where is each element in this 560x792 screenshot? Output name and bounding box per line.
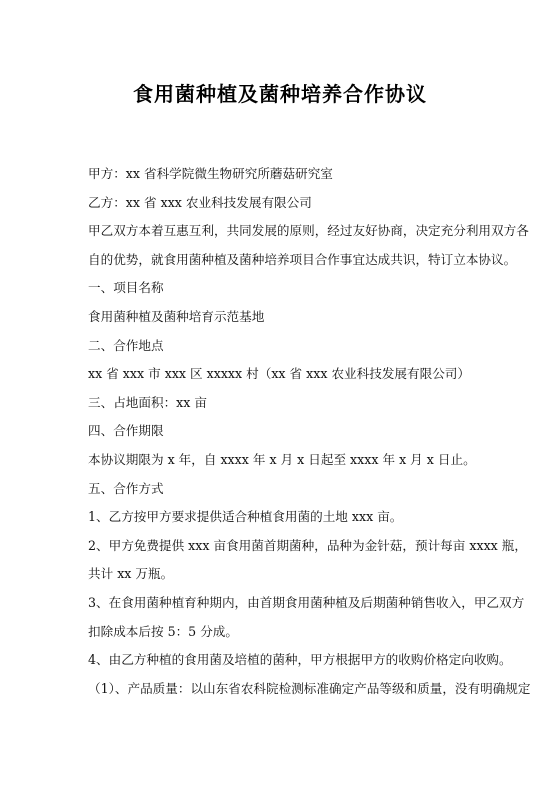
section-heading: 四、合作期限 xyxy=(88,423,164,439)
clause-line: 共计 xx 万瓶。 xyxy=(88,566,174,582)
section-heading: 三、占地面积：xx 亩 xyxy=(88,394,207,410)
party-b-line: 乙方：xx 省 xxx 农业科技发展有限公司 xyxy=(88,194,312,210)
document-title: 食用菌种植及菌种培养合作协议 xyxy=(133,82,427,106)
subclause-line: （1）、产品质量：以山东省农科院检测标准确定产品等级和质量，没有明确规定 xyxy=(88,680,531,696)
section-heading: 五、合作方式 xyxy=(88,480,164,496)
section-heading: 二、合作地点 xyxy=(88,337,164,353)
document-body xyxy=(88,160,531,703)
paragraph-line: 本协议期限为 x 年，自 xxxx 年 x 月 x 日起至 xxxx 年 x 月 x 日止。 xyxy=(88,451,476,467)
section-heading: 一、项目名称 xyxy=(88,280,164,296)
clause-line: 1、乙方按甲方要求提供适合种植食用菌的土地 xxx 亩。 xyxy=(88,509,403,525)
clause-line: 扣除成本后按 5：5 分成。 xyxy=(88,623,238,639)
paragraph-line: 食用菌种植及菌种培育示范基地 xyxy=(88,308,265,324)
clause-line: 4、由乙方种植的食用菌及培植的菌种，甲方根据甲方的收购价格定向收购。 xyxy=(88,652,512,668)
party-a-line: 甲方：xx 省科学院微生物研究所蘑菇研究室 xyxy=(88,166,333,181)
paragraph-line: 自的优势，就食用菌种植及菌种培养项目合作事宜达成共识，特订立本协议。 xyxy=(88,251,517,267)
clause-line: 3、在食用菌种植育种期内，由首期食用菌种植及后期菌种销售收入，甲乙双方 xyxy=(88,594,525,610)
paragraph-line: 甲乙双方本着互惠互利，共同发展的原则，经过友好协商，决定充分利用双方各 xyxy=(88,223,529,239)
paragraph-line: xx 省 xxx 市 xxx 区 xxxxx 村（xx 省 xxx 农业科技发展有限公司） xyxy=(88,366,470,382)
clause-line: 2、甲方免费提供 xxx 亩食用菌首期菌种，品种为金针菇，预计每亩 xxxx 瓶， xyxy=(88,537,527,553)
